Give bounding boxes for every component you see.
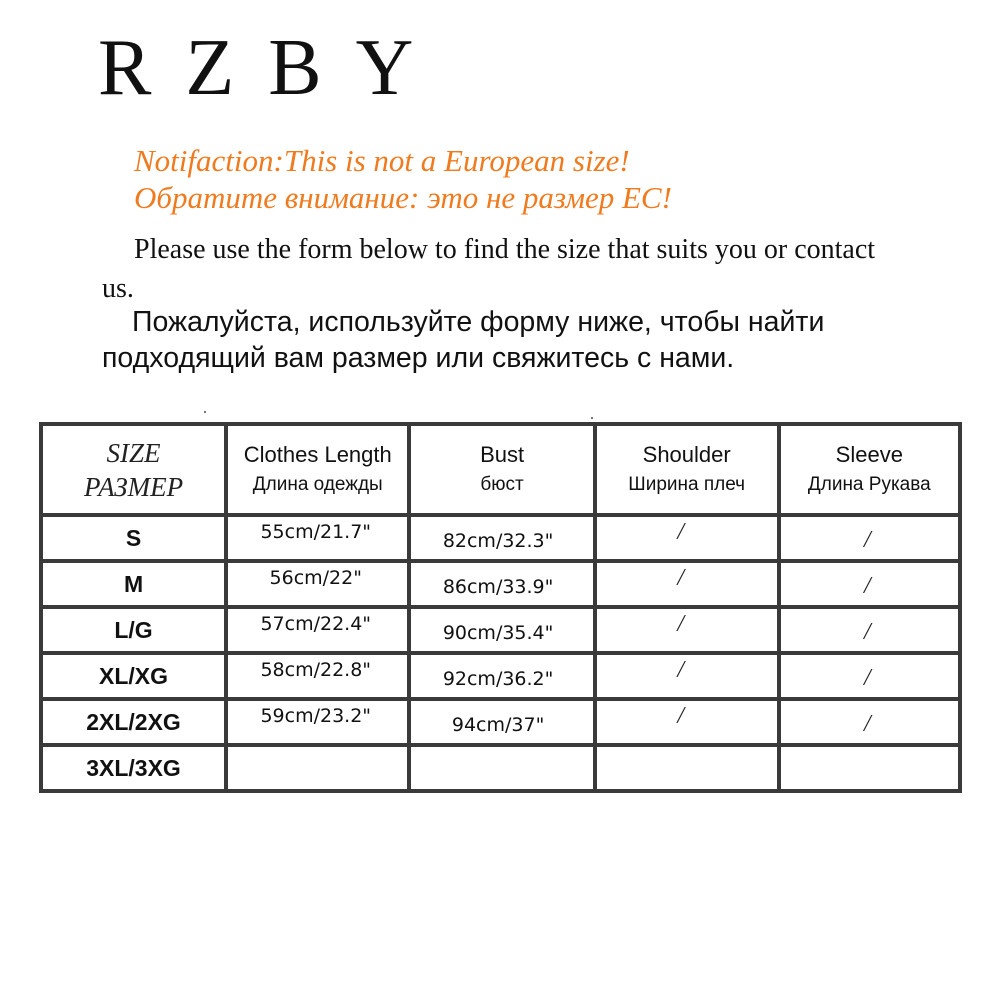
- size-cell: [43, 747, 228, 793]
- bust-cell-value: 94cm/37": [451, 714, 545, 736]
- column-header-bust: [411, 426, 596, 517]
- sleeve-cell-value: /: [863, 664, 871, 691]
- column-header-en: Shoulder: [642, 441, 731, 467]
- length-cell-value: 58cm/22.8": [260, 659, 372, 681]
- brand-logo: RZBY: [98, 24, 448, 112]
- instructions-ru: Пожалуйста, используйте форму ниже, чтобы найти подходящий вам размер или свяжитесь с нами.: [102, 306, 825, 374]
- table-header-row: [43, 426, 962, 517]
- bust-cell: [411, 609, 596, 655]
- size-header-cell: [43, 426, 228, 517]
- sleeve-cell-value: /: [863, 710, 871, 737]
- bust-cell: [411, 655, 596, 701]
- column-header-shoulder: [597, 426, 781, 517]
- shoulder-cell: [597, 563, 781, 609]
- shoulder-cell: [597, 517, 781, 563]
- bust-cell-value: 86cm/33.9": [442, 576, 554, 598]
- bust-cell: [411, 563, 596, 609]
- table-row: [43, 747, 962, 793]
- table-row: [43, 563, 962, 609]
- column-header-ru: Длина Рукава: [807, 473, 931, 495]
- length-cell-value: 56cm/22": [269, 567, 362, 589]
- length-cell-value: 55cm/21.7": [260, 521, 372, 543]
- instructions-en: Please use the form below to find the size that suits you or contact us.: [102, 234, 876, 304]
- length-cell-value: 57cm/22.4": [260, 613, 372, 635]
- sleeve-cell: [781, 701, 962, 747]
- size-header-ru: РАЗМЕР: [83, 471, 184, 502]
- size-cell-value: XL/XG: [99, 662, 169, 689]
- shoulder-cell-value: /: [677, 564, 685, 591]
- shoulder-cell: [597, 609, 781, 655]
- column-header-en: Sleeve: [835, 441, 903, 467]
- size-cell-value: 3XL/3XG: [86, 754, 181, 781]
- size-cell: [43, 517, 228, 563]
- shoulder-cell-value: /: [677, 702, 685, 729]
- bust-cell-value: 92cm/36.2": [442, 668, 554, 690]
- column-header-en: Clothes Length: [243, 441, 392, 467]
- size-cell-value: S: [125, 524, 142, 551]
- column-header-sleeve: [781, 426, 962, 517]
- bust-cell: [411, 701, 596, 747]
- shoulder-cell-value: /: [677, 656, 685, 683]
- size-notice: [134, 142, 672, 216]
- sleeve-cell: [781, 747, 962, 793]
- table-row: [43, 517, 962, 563]
- column-header-en: Bust: [480, 441, 525, 467]
- sleeve-cell: [781, 609, 962, 655]
- size-notice-ru: Обратите внимание: это не размер ЕС!: [134, 180, 672, 215]
- sleeve-cell: [781, 655, 962, 701]
- table-row: [43, 609, 962, 655]
- length-cell: [228, 655, 411, 701]
- table-row: [43, 655, 962, 701]
- size-cell-value: L/G: [114, 616, 153, 643]
- sleeve-cell: [781, 517, 962, 563]
- shoulder-cell: [597, 747, 781, 793]
- size-cell-value: 2XL/2XG: [86, 708, 181, 735]
- sleeve-cell-value: /: [863, 572, 871, 599]
- column-header-ru: бюст: [480, 473, 524, 495]
- sleeve-cell: [781, 563, 962, 609]
- bust-cell: [411, 517, 596, 563]
- table-row: [43, 701, 962, 747]
- length-cell: [228, 701, 411, 747]
- size-cell: [43, 563, 228, 609]
- size-notice-en: Notifaction:This is not a European size!: [134, 143, 630, 178]
- shoulder-cell: [597, 701, 781, 747]
- column-header-ru: Ширина плеч: [628, 473, 746, 495]
- stray-dot: [204, 411, 206, 413]
- length-cell: [228, 609, 411, 655]
- stray-dot: [591, 417, 593, 419]
- length-cell: [228, 747, 411, 793]
- size-cell: [43, 701, 228, 747]
- length-cell: [228, 563, 411, 609]
- sleeve-cell-value: /: [863, 618, 871, 645]
- shoulder-cell: [597, 655, 781, 701]
- bust-cell: [411, 747, 596, 793]
- size-cell-value: M: [123, 570, 144, 597]
- size-header-en: SIZE: [106, 437, 161, 468]
- size-cell: [43, 609, 228, 655]
- bust-cell-value: 82cm/32.3": [442, 530, 554, 552]
- shoulder-cell-value: /: [677, 610, 685, 637]
- column-header-ru: Длина одежды: [252, 473, 383, 495]
- bust-cell-value: 90cm/35.4": [442, 622, 554, 644]
- size-chart-table: [39, 422, 962, 793]
- sleeve-cell-value: /: [863, 526, 871, 553]
- size-cell: [43, 655, 228, 701]
- column-header-length: [228, 426, 411, 517]
- length-cell-value: 59cm/23.2": [260, 705, 372, 727]
- shoulder-cell-value: /: [677, 518, 685, 545]
- length-cell: [228, 517, 411, 563]
